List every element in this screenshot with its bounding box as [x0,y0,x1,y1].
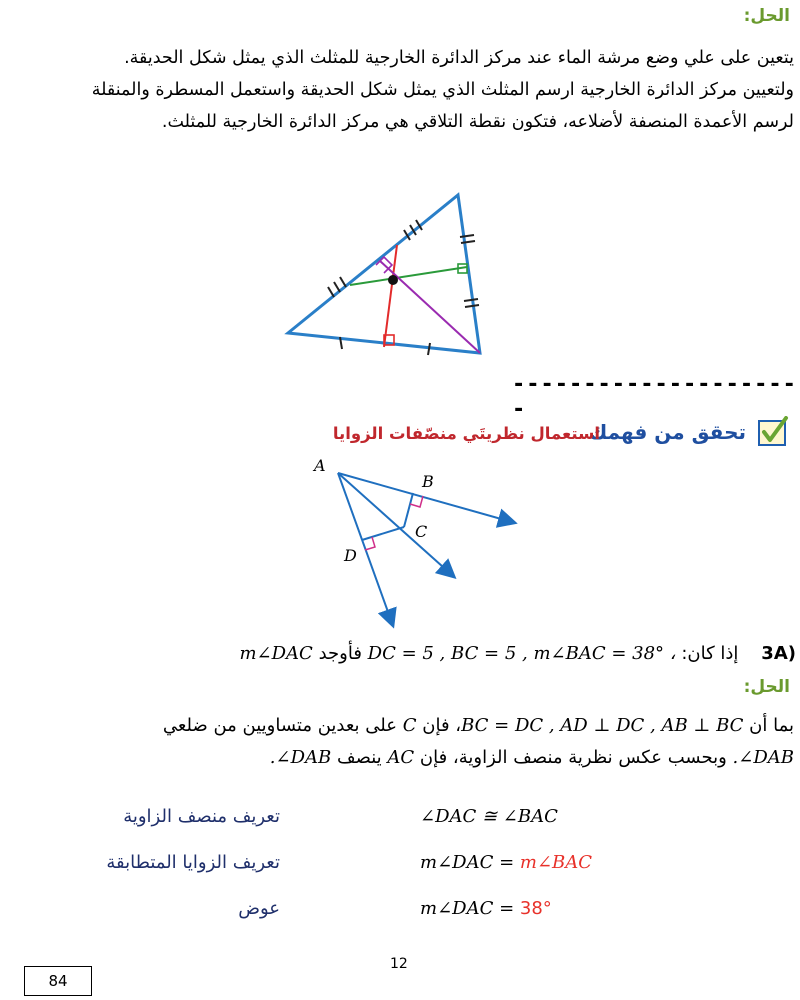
circumcenter-point [388,275,398,285]
step-3-statement: m∠DAC = 38° [420,898,552,919]
label-A: A [314,456,326,475]
explanation-line-1: بما أن BC = DC , AD ⊥ DC , AB ⊥ BC، فإن C على بعدين متساويين من ضلعي [162,715,794,736]
solution-explanation [4,710,794,774]
perpendicular-bisector-red [384,245,397,347]
check-title: تحقق من فهمك [589,420,746,444]
label-B: B [422,472,434,491]
label-C: C [415,522,428,541]
problem-number: (3A [761,643,796,664]
explanation-line-2: DAB∠. وبحسب عكس نظرية منصف الزاوية، فإن AC ينصف DAB∠. [269,747,794,768]
page-number-box: 84 [24,966,92,996]
step-1-statement: ∠DAC ≅ ∠BAC [420,806,558,827]
problem-target: m∠DAC [239,643,313,664]
segment-DC [362,527,404,540]
problem-find: فأوجد [318,643,362,664]
step-1-reason: تعريف منصف الزاوية [123,806,280,827]
circumcenter-triangle-figure [280,185,500,365]
step-3-reason: عوض [238,898,280,919]
problem-3A [6,643,796,664]
solution-label: الحل: [743,677,790,697]
paragraph-line: ولتعيين مركز الدائرة الخارجية ارسم المثلث الذي يمثل شكل الحديقة واستعمل المسطرة والمنقلة [91,80,794,100]
angle-bisector-figure [300,455,530,635]
segment-BC [404,493,413,527]
problem-if: إذا كان: [681,643,739,664]
step-2-statement: m∠DAC = m∠BAC [420,852,593,873]
paragraph-line: يتعين على علي وضع مرشة الماء عند مركز الدائرة الخارجية للمثلث الذي يمثل شكل الحديقة. [124,48,794,68]
label-D: D [344,546,357,565]
solution-label: الحل: [743,6,790,26]
check-subtitle: استعمال نظريتَي منصّفات الزوايا [332,424,600,443]
paragraph-line: لرسم الأعمدة المنصفة لأضلاعه، فتكون نقطة التلاقي هي مركز الدائرة الخارجية للمثلث. [161,112,794,132]
checkbox-icon [756,416,790,448]
solution-paragraph [4,42,794,138]
problem-given: DC = 5 , BC = 5 , m∠BAC = 38° ، [367,643,676,664]
triangle [288,195,480,353]
page-center-number: 12 [390,956,408,972]
triangle-sides [288,195,480,353]
step-2-reason: تعريف الزوايا المتطابقة [106,852,280,873]
check-understanding-header [230,416,790,452]
section-divider: --------------------- [512,372,797,422]
